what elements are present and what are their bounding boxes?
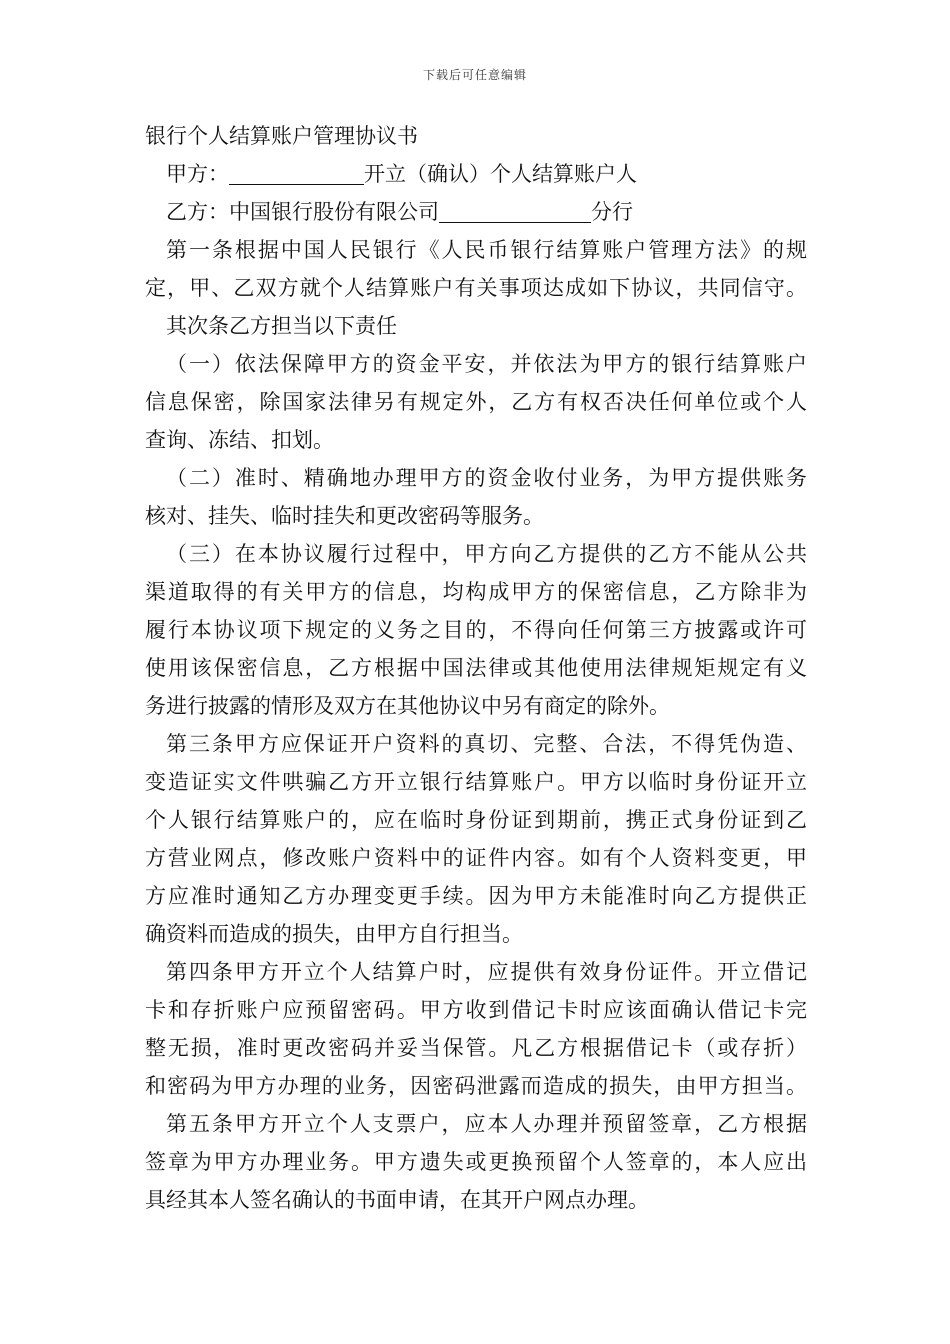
party-a-line [145,155,807,193]
paragraph-line: 使用该保密信息，乙方根据中国法律或其他使用法律规矩规定有义 [145,656,807,680]
clause-3-paragraph [145,535,807,725]
paragraph-line: 卡和存折账户应预留密码。甲方收到借记卡时应该面确认借记卡完 [145,998,807,1022]
paragraph-line: 第三条甲方应保证开户资料的真切、完整、合法，不得凭伪造、 [166,732,807,756]
clause-2-paragraph [145,459,807,535]
party-b-suffix: 分行 [591,200,633,224]
document-title: 银行个人结算账户管理协议书 [145,124,418,148]
paragraph-line: 核对、挂失、临时挂失和更改密码等服务。 [145,504,544,528]
paragraph-line: 定，甲、乙双方就个人结算账户有关事项达成如下协议，共同信守。 [145,276,807,300]
paragraph-line: 变造证实文件哄骗乙方开立银行结算账户。甲方以临时身份证开立 [145,770,807,794]
party-b-line [145,193,807,231]
paragraph-line: 方应准时通知乙方办理变更手续。因为甲方未能准时向乙方提供正 [145,884,807,908]
header-note: 下载后可任意编辑 [422,68,527,82]
paragraph-line: 具经其本人签名确认的书面申请，在其开户网点办理。 [145,1188,649,1212]
paragraph-line: 确资料而造成的损失，由甲方自行担当。 [145,922,523,946]
paragraph-line: 和密码为甲方办理的业务，因密码泄露而造成的损失，由甲方担当。 [145,1074,807,1098]
article-1-paragraph [145,231,807,307]
paragraph-line: 方营业网点，修改账户资料中的证件内容。如有个人资料变更，甲 [145,846,807,870]
party-b-prefix: 乙方：中国银行股份有限公司 [166,200,439,224]
paragraph-line: 查询、冻结、扣划。 [145,428,334,452]
article-3-paragraph [145,725,807,953]
paragraph-line: 履行本协议项下规定的义务之目的，不得向任何第三方披露或许可 [145,618,807,642]
paragraph-line: 信息保密，除国家法律另有规定外，乙方有权否决任何单位或个人 [145,390,807,414]
paragraph-line: （一）依法保障甲方的资金平安，并依法为甲方的银行结算账户 [166,352,807,376]
article-5-paragraph [145,1105,807,1219]
paragraph-line: 渠道取得的有关甲方的信息，均构成甲方的保密信息，乙方除非为 [145,580,807,604]
paragraph-line: 第四条甲方开立个人结算户时，应提供有效身份证件。开立借记 [166,960,807,984]
agreement-body [145,117,807,1219]
paragraph-line: 签章为甲方办理业务。甲方遗失或更换预留个人签章的，本人应出 [145,1150,807,1174]
article-4-paragraph [145,953,807,1105]
paragraph-line: （二）准时、精确地办理甲方的资金收付业务，为甲方提供账务 [166,466,807,490]
party-b-blank-field[interactable] [439,198,591,223]
paragraph-line: 第五条甲方开立个人支票户，应本人办理并预留签章，乙方根据 [166,1112,807,1136]
paragraph-line: 个人银行结算账户的，应在临时身份证到期前，携正式身份证到乙 [145,808,807,832]
paragraph-line: 务进行披露的情形及双方在其他协议中另有商定的除外。 [145,694,670,718]
party-a-prefix: 甲方： [166,162,229,186]
paragraph-line: 第一条根据中国人民银行《人民币银行结算账户管理方法》的规 [166,238,807,262]
paragraph-line: （三）在本协议履行过程中，甲方向乙方提供的乙方不能从公共 [166,542,807,566]
article-2-paragraph [145,307,807,345]
paragraph-line: 其次条乙方担当以下责任 [166,314,397,338]
party-a-blank-field[interactable] [229,160,364,185]
paragraph-line: 整无损，准时更改密码并妥当保管。凡乙方根据借记卡（或存折） [145,1036,807,1060]
party-a-suffix: 开立（确认）个人结算账户人 [364,162,637,186]
clause-1-paragraph [145,345,807,459]
